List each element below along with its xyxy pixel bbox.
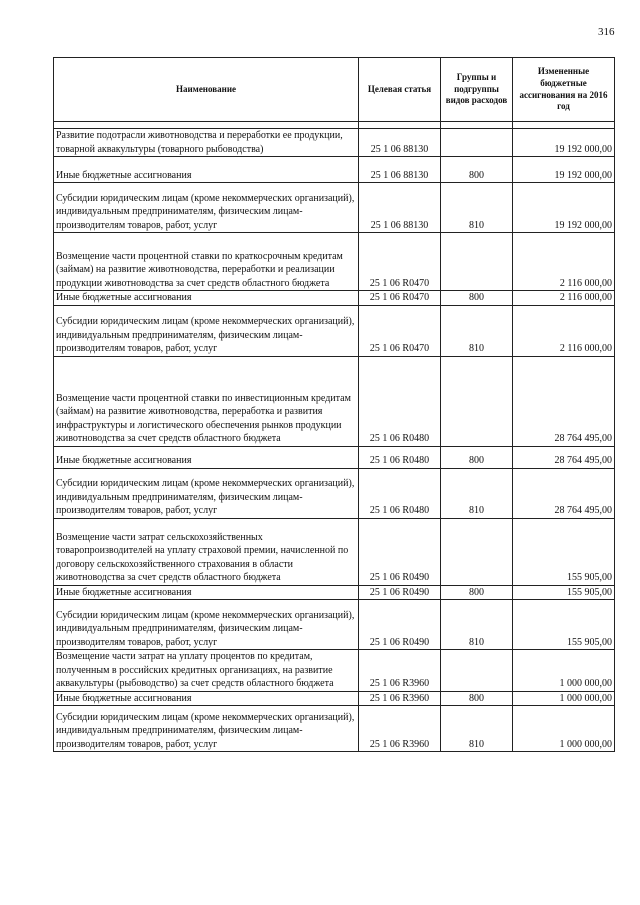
header-gap-row	[54, 122, 615, 129]
row-amount: 2 116 000,00	[513, 233, 615, 291]
row-name: Субсидии юридическим лицам (кроме некоммерческих организаций), индивидуальным предпринимателям, физическим лицам-производителям товаров, работ, услуг	[54, 183, 359, 233]
row-amount: 28 764 495,00	[513, 468, 615, 518]
row-group	[441, 650, 513, 692]
row-code: 25 1 06 R0470	[359, 305, 441, 356]
row-amount: 28 764 495,00	[513, 356, 615, 446]
row-code: 25 1 06 R3960	[359, 650, 441, 692]
row-amount: 19 192 000,00	[513, 129, 615, 157]
table-row	[54, 305, 615, 356]
row-code: 25 1 06 R0470	[359, 291, 441, 306]
row-amount: 155 905,00	[513, 518, 615, 585]
row-amount: 1 000 000,00	[513, 691, 615, 706]
row-name: Иные бюджетные ассигнования	[54, 585, 359, 600]
row-name: Субсидии юридическим лицам (кроме некоммерческих организаций), индивидуальным предпринимателям, физическим лицам-производителям товаров, работ, услуг	[54, 706, 359, 752]
row-group: 800	[441, 691, 513, 706]
row-amount: 19 192 000,00	[513, 183, 615, 233]
row-group	[441, 356, 513, 446]
row-code: 25 1 06 R3960	[359, 706, 441, 752]
row-name: Возмещение части затрат на уплату процентов по кредитам, полученным в российских кредитных организациях, на развитие аквакультуры (рыбоводство) за счет средств областного бюджета	[54, 650, 359, 692]
row-group: 810	[441, 468, 513, 518]
header-name: Наименование	[54, 58, 359, 122]
table-row	[54, 291, 615, 306]
row-name: Субсидии юридическим лицам (кроме некоммерческих организаций), индивидуальным предпринимателям, физическим лицам-производителям товаров, работ, услуг	[54, 305, 359, 356]
row-group: 800	[441, 446, 513, 468]
row-code: 25 1 06 88130	[359, 183, 441, 233]
table-header-row	[54, 58, 615, 122]
row-name: Иные бюджетные ассигнования	[54, 291, 359, 306]
table-row	[54, 518, 615, 585]
row-name: Иные бюджетные ассигнования	[54, 691, 359, 706]
row-group	[441, 518, 513, 585]
table-row	[54, 233, 615, 291]
row-amount: 155 905,00	[513, 585, 615, 600]
header-amount: Измененные бюджетные ассигнования на 2016 год	[513, 58, 615, 122]
row-amount: 1 000 000,00	[513, 706, 615, 752]
row-code: 25 1 06 R0470	[359, 233, 441, 291]
header-group: Группы и подгруппы видов расходов	[441, 58, 513, 122]
page-number: 316	[598, 26, 615, 38]
row-name: Субсидии юридическим лицам (кроме некоммерческих организаций), индивидуальным предпринимателям, физическим лицам-производителям товаров, работ, услуг	[54, 600, 359, 650]
row-amount: 2 116 000,00	[513, 291, 615, 306]
row-code: 25 1 06 R3960	[359, 691, 441, 706]
row-group	[441, 233, 513, 291]
table-row	[54, 585, 615, 600]
table-row	[54, 600, 615, 650]
row-code: 25 1 06 R0480	[359, 468, 441, 518]
table-row	[54, 183, 615, 233]
table-row	[54, 706, 615, 752]
row-amount: 28 764 495,00	[513, 446, 615, 468]
row-code: 25 1 06 R0490	[359, 600, 441, 650]
row-name: Возмещение части процентной ставки по краткосрочным кредитам (займам) на развитие животноводства, переработки и реализации продукции животноводства за счет средств областного бюджета	[54, 233, 359, 291]
row-code: 25 1 06 88130	[359, 129, 441, 157]
row-name: Возмещение части процентной ставки по инвестиционным кредитам (займам) на развитие животноводства, переработка и развития инфраструктуры и логистического обеспечения рынков продукции животноводства за счет средств областного бюджета	[54, 356, 359, 446]
table-row	[54, 650, 615, 692]
table-row	[54, 157, 615, 183]
row-group: 810	[441, 706, 513, 752]
row-group: 800	[441, 585, 513, 600]
table-row	[54, 691, 615, 706]
table-body	[54, 129, 615, 752]
table-row	[54, 356, 615, 446]
row-group: 800	[441, 157, 513, 183]
row-amount: 155 905,00	[513, 600, 615, 650]
row-name: Субсидии юридическим лицам (кроме некоммерческих организаций), индивидуальным предпринимателям, физическим лицам-производителям товаров, работ, услуг	[54, 468, 359, 518]
row-name: Иные бюджетные ассигнования	[54, 446, 359, 468]
row-code: 25 1 06 88130	[359, 157, 441, 183]
row-name: Развитие подотрасли животноводства и переработки ее продукции, товарной аквакультуры (товарного рыбоводства)	[54, 129, 359, 157]
row-code: 25 1 06 R0490	[359, 585, 441, 600]
row-group: 810	[441, 305, 513, 356]
header-code: Целевая статья	[359, 58, 441, 122]
row-code: 25 1 06 R0480	[359, 356, 441, 446]
table-row	[54, 446, 615, 468]
row-code: 25 1 06 R0490	[359, 518, 441, 585]
table-row	[54, 468, 615, 518]
row-amount: 1 000 000,00	[513, 650, 615, 692]
row-group: 810	[441, 600, 513, 650]
budget-table	[53, 57, 615, 752]
table-row	[54, 129, 615, 157]
row-code: 25 1 06 R0480	[359, 446, 441, 468]
row-group: 800	[441, 291, 513, 306]
row-amount: 2 116 000,00	[513, 305, 615, 356]
row-amount: 19 192 000,00	[513, 157, 615, 183]
row-group	[441, 129, 513, 157]
row-name: Возмещение части затрат сельскохозяйственных товаропроизводителей на уплату страховой премии, начисленной по договору сельскохозяйственного страхования в области животноводства за счет средств областного бюджета	[54, 518, 359, 585]
row-group: 810	[441, 183, 513, 233]
row-name: Иные бюджетные ассигнования	[54, 157, 359, 183]
